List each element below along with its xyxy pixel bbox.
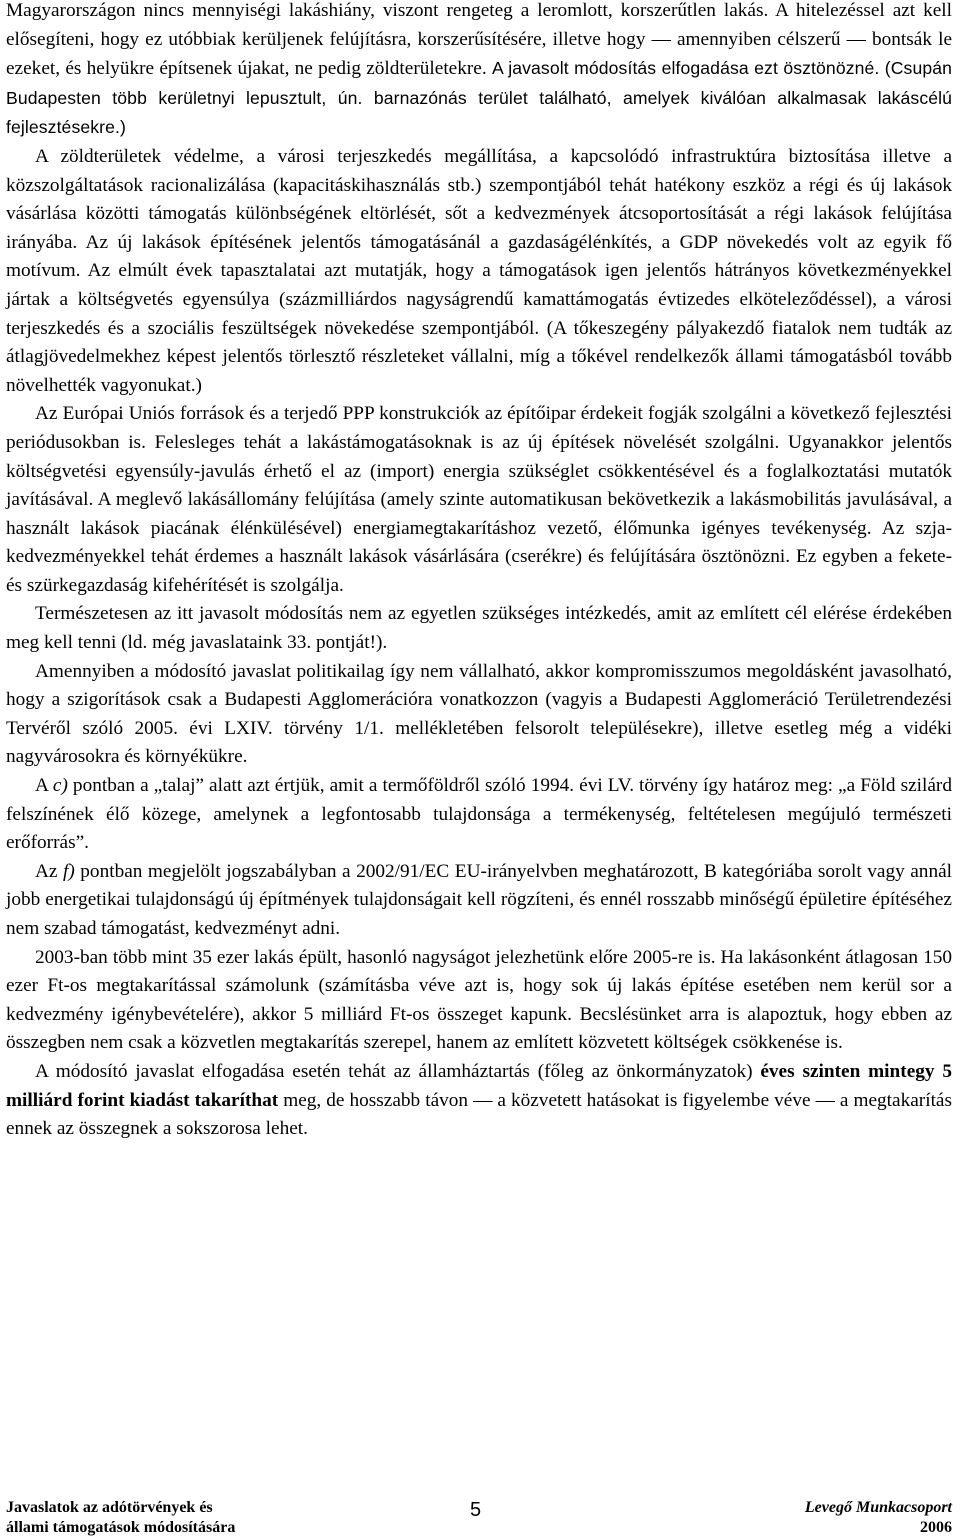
footer-title-line: Javaslatok az adótörvények és [6, 1499, 213, 1516]
paragraph-text: pontban megjelölt jogszabályban a 2002/91/EC EU-irányelvben meghatározott, B kategóriába sorolt vagy annál jobb energetikai tulajdonságú új építmények tulajdonságait kell rögzíteni, és ennél rosszabb minőségű épületire építéséhez nem szabad támogatást, kedvezményt adni. [6, 860, 952, 939]
paragraph-text: pontban a „talaj” alatt azt értjük, amit a termőföldről szóló 1994. évi LV. törvény így határoz meg: „a Föld szilárd felszínének élő közege, amelynek a legfontosabb tulajdonsága a termékenység, feltételesen megújuló természeti erőforrás”. [6, 775, 952, 854]
footer-title-line: állami támogatások módosítására [6, 1519, 236, 1536]
page-footer [0, 1498, 960, 1538]
footer-org-name: Levegő Munkacsoport [804, 1499, 952, 1516]
paragraph-green-areas: A zöldterületek védelme, a városi terjeszkedés megállítása, a kapcsolódó infrastruktúra biztosítása illetve a közszolgáltatások racionalizálása (kapacitáskihasználás stb.) szempontjából tehát hatékony eszköz a régi és új lakások vásárlása közötti támogatás különbségének eltörlését, sőt a kedvezmények átcsoportosítását a régi lakások felújítása irányába. Az új lakások építésének jelentős támogatásánál a gazdaságélénkítés, a GDP növekedés volt az egyik fő motívum. Az elmúlt évek tapasztalatai azt mutatják, hogy a támogatások igen jelentős hátrányos következményekkel jártak a költségvetés egyensúlya (százmilliárdos nagyságrendű kamattámogatás évtizedes elköteleződéssel), a városi terjeszkedés és a szociális feszültségek növekedése szempontjából. (A tőkeszegény pályakezdő fiatalok nem tudták az átlagjövedelmekhez képest jelentős törlesztő részleteket vállalni, míg a tőkével rendelkezők állami támogatásból tovább növelhették vagyonukat.) [6, 145, 952, 396]
paragraph-compromise: Amennyiben a módosító javaslat politikailag így nem vállalható, akkor kompromisszumos megoldásként javasolható, hogy a szigorítások csak a Budapesti Agglomerációra vonatkozzon (vagyis a Budapesti Agglomeráció Területrendezési Tervéről szóló 2005. évi LXIV. törvény 1/1. mellékletében felsorolt településekre), illetve esetleg még a vidéki nagyvárosokra és környékükre. [6, 660, 952, 768]
paragraph-housing-shortage [6, 0, 952, 143]
paragraph-text: A [35, 775, 53, 797]
footer-organization [805, 1498, 952, 1538]
point-reference: f) [63, 860, 75, 882]
paragraph-text-sans: A javasolt módosítás elfogadása ezt ösztönözné. (Csupán Budapesten több kerületnyi lepusztult, ún. barnazónás terület található, amelyek kiválóan alkalmasak lakáscélú fejlesztésekre.) [6, 58, 952, 138]
paragraph-soil-definition [6, 772, 952, 858]
point-reference: c) [52, 775, 68, 797]
footer-year: 2006 [920, 1519, 952, 1536]
footer-document-title [6, 1498, 235, 1538]
paragraph-text: Az [35, 860, 63, 882]
paragraph-energy-directive [6, 858, 952, 944]
paragraph-estimate: 2003-ban több mint 35 ezer lakás épült, hasonló nagyságot jelezhetünk előre 2005-re is. Ha lakásonként átlagosan 150 ezer Ft-os megtakarítással számolunk (számításba véve azt is, hogy sok új lakás építése esetében nem kerül sor a kedvezmény igénybevételére), akkor 5 milliárd Ft-os összeget kapunk. Becslésünket arra is alapoztuk, hogy ebben az összegben nem csak a közvetlen megtakarítás szerepel, hanem az említett közvetett költségek csökkenése is. [6, 946, 952, 1054]
body-text [6, 0, 952, 1144]
page-number: 5 [470, 1499, 482, 1521]
paragraph-text: A módosító javaslat elfogadása esetén tehát az államháztartás (főleg az önkormányzatok) [35, 1060, 761, 1082]
paragraph-text: meg, de hosszabb távon — a közvetett hatásokat is figyelembe véve — a megtakarítás ennek az összegnek a sokszorosa lehet. [6, 1089, 952, 1140]
paragraph-naturally: Természetesen az itt javasolt módosítás nem az egyetlen szükséges intézkedés, amit az említett cél elérése érdekében meg kell tenni (ld. még javaslataink 33. pontját!). [6, 603, 952, 654]
paragraph-eu-funds: Az Európai Uniós források és a terjedő PPP konstrukciók az építőipar érdekeit fogják szolgálni a következő fejlesztési periódusokban is. Felesleges tehát a lakástámogatásoknak is az új építések növelését szolgálni. Ugyanakkor jelentős költségvetési egyensúly-javulás érhető el az (import) energia szükséglet csökkentésével és a foglalkoztatási mutatók javításával. A meglevő lakásállomány felújítása (amely szinte automatikusan bekövetkezik a lakásmobilitás javulásával, a használt lakások piacának élénkülésével) energiamegtakarításhoz vezető, élőmunka igényes tevékenység. Az szja-kedvezményekkel tehát érdemes a használt lakások vásárlására (cserékre) és felújítására ösztönözni. Ez egyben a fekete- és szürkegazdaság kifehérítését is szolgálja. [6, 403, 952, 596]
paragraph-text: Magyarországon nincs mennyiségi lakáshiány, viszont rengeteg a leromlott, korszerűtlen lakás. A hitelezéssel azt kell elősegíteni, hogy ez utóbbiak kerüljenek felújításra, korszerűsítésére, illetve hogy — amennyiben célszerű — bontsák le ezeket, és helyükre építsenek újakat, ne pedig zöldterületekre. [6, 0, 952, 80]
bold-emphasis: éves szinten mintegy 5 milliárd forint kiadást takaríthat [6, 1060, 952, 1111]
paragraph-conclusion [6, 1058, 952, 1144]
